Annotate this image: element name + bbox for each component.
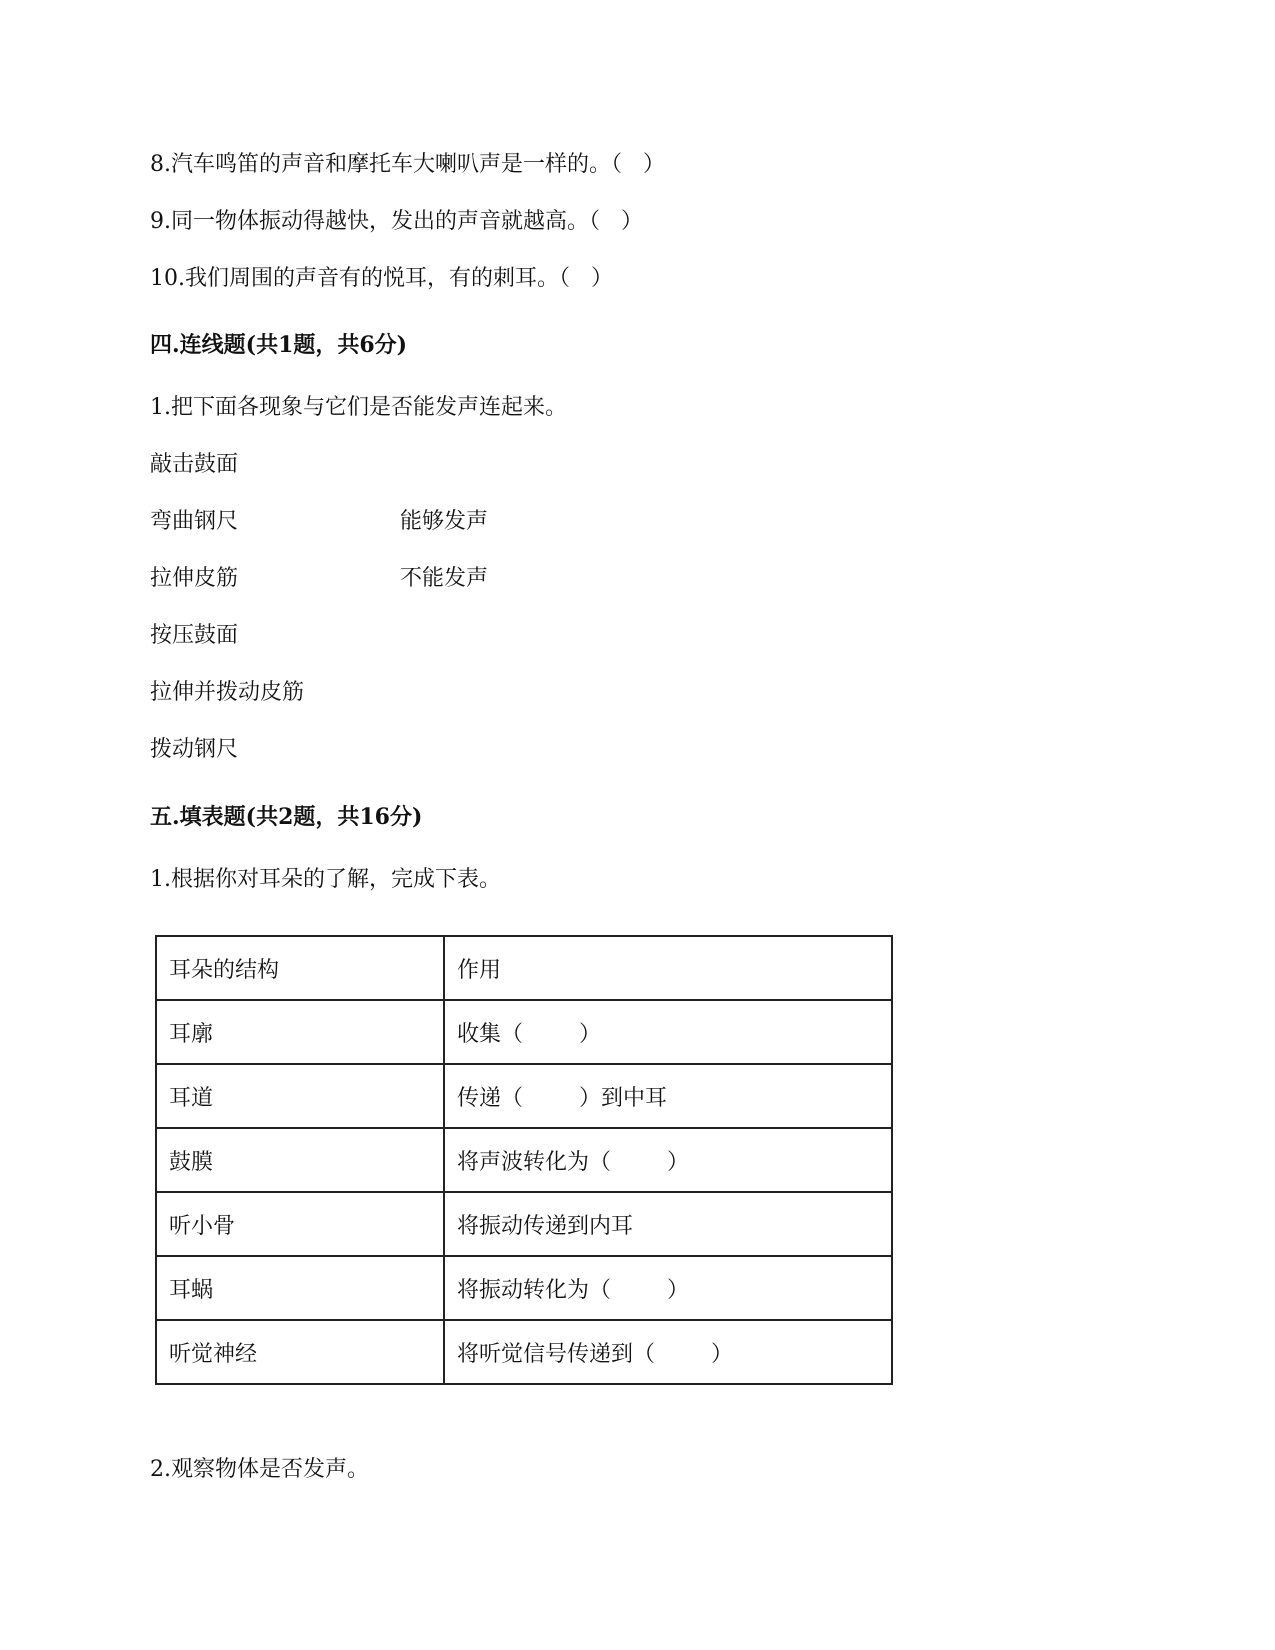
table-cell-structure: 耳道 [156, 1064, 444, 1128]
table-header-row [156, 936, 892, 1000]
question-8: 8.汽车鸣笛的声音和摩托车大喇叭声是一样的。（ ） [150, 152, 665, 177]
table-header-cell: 作用 [444, 936, 892, 1000]
table-row [156, 1192, 892, 1256]
table-question: 1.根据你对耳朵的了解，完成下表。 [150, 867, 501, 892]
table-cell-function: 收集（ ） [444, 1000, 892, 1064]
matching-right-item: 能够发声 [400, 509, 489, 534]
matching-left-item: 敲击鼓面 [150, 452, 239, 477]
ear-structure-table [155, 935, 893, 1385]
table-cell-function: 将振动传递到内耳 [444, 1192, 892, 1256]
matching-question: 1.把下面各现象与它们是否能发声连起来。 [150, 395, 567, 420]
table-cell-function: 将听觉信号传递到（ ） [444, 1320, 892, 1384]
question-9: 9.同一物体振动得越快，发出的声音就越高。（ ） [150, 209, 643, 234]
table-header-cell: 耳朵的结构 [156, 936, 444, 1000]
matching-left-item: 拨动钢尺 [150, 737, 239, 762]
matching-left-item: 拉伸并拨动皮筋 [150, 680, 305, 705]
table-cell-function: 将振动转化为（ ） [444, 1256, 892, 1320]
matching-right-item: 不能发声 [400, 566, 489, 591]
table-row [156, 1000, 892, 1064]
observation-question: 2.观察物体是否发声。 [150, 1457, 369, 1482]
table-row [156, 1064, 892, 1128]
table-cell-structure: 听觉神经 [156, 1320, 444, 1384]
section-5-heading: 五.填表题(共2题，共16分) [150, 804, 423, 830]
table-cell-structure: 耳廓 [156, 1000, 444, 1064]
table-cell-structure: 耳蜗 [156, 1256, 444, 1320]
table-cell-function: 将声波转化为（ ） [444, 1128, 892, 1192]
matching-left-item: 拉伸皮筋 [150, 566, 239, 591]
table-row [156, 1320, 892, 1384]
table-row [156, 1256, 892, 1320]
table-cell-structure: 鼓膜 [156, 1128, 444, 1192]
section-4-heading: 四.连线题(共1题，共6分) [150, 332, 408, 358]
table-cell-function: 传递（ ）到中耳 [444, 1064, 892, 1128]
table-cell-structure: 听小骨 [156, 1192, 444, 1256]
matching-left-item: 弯曲钢尺 [150, 509, 239, 534]
table-row [156, 1128, 892, 1192]
question-10: 10.我们周围的声音有的悦耳，有的刺耳。（ ） [150, 266, 613, 291]
matching-left-item: 按压鼓面 [150, 623, 239, 648]
